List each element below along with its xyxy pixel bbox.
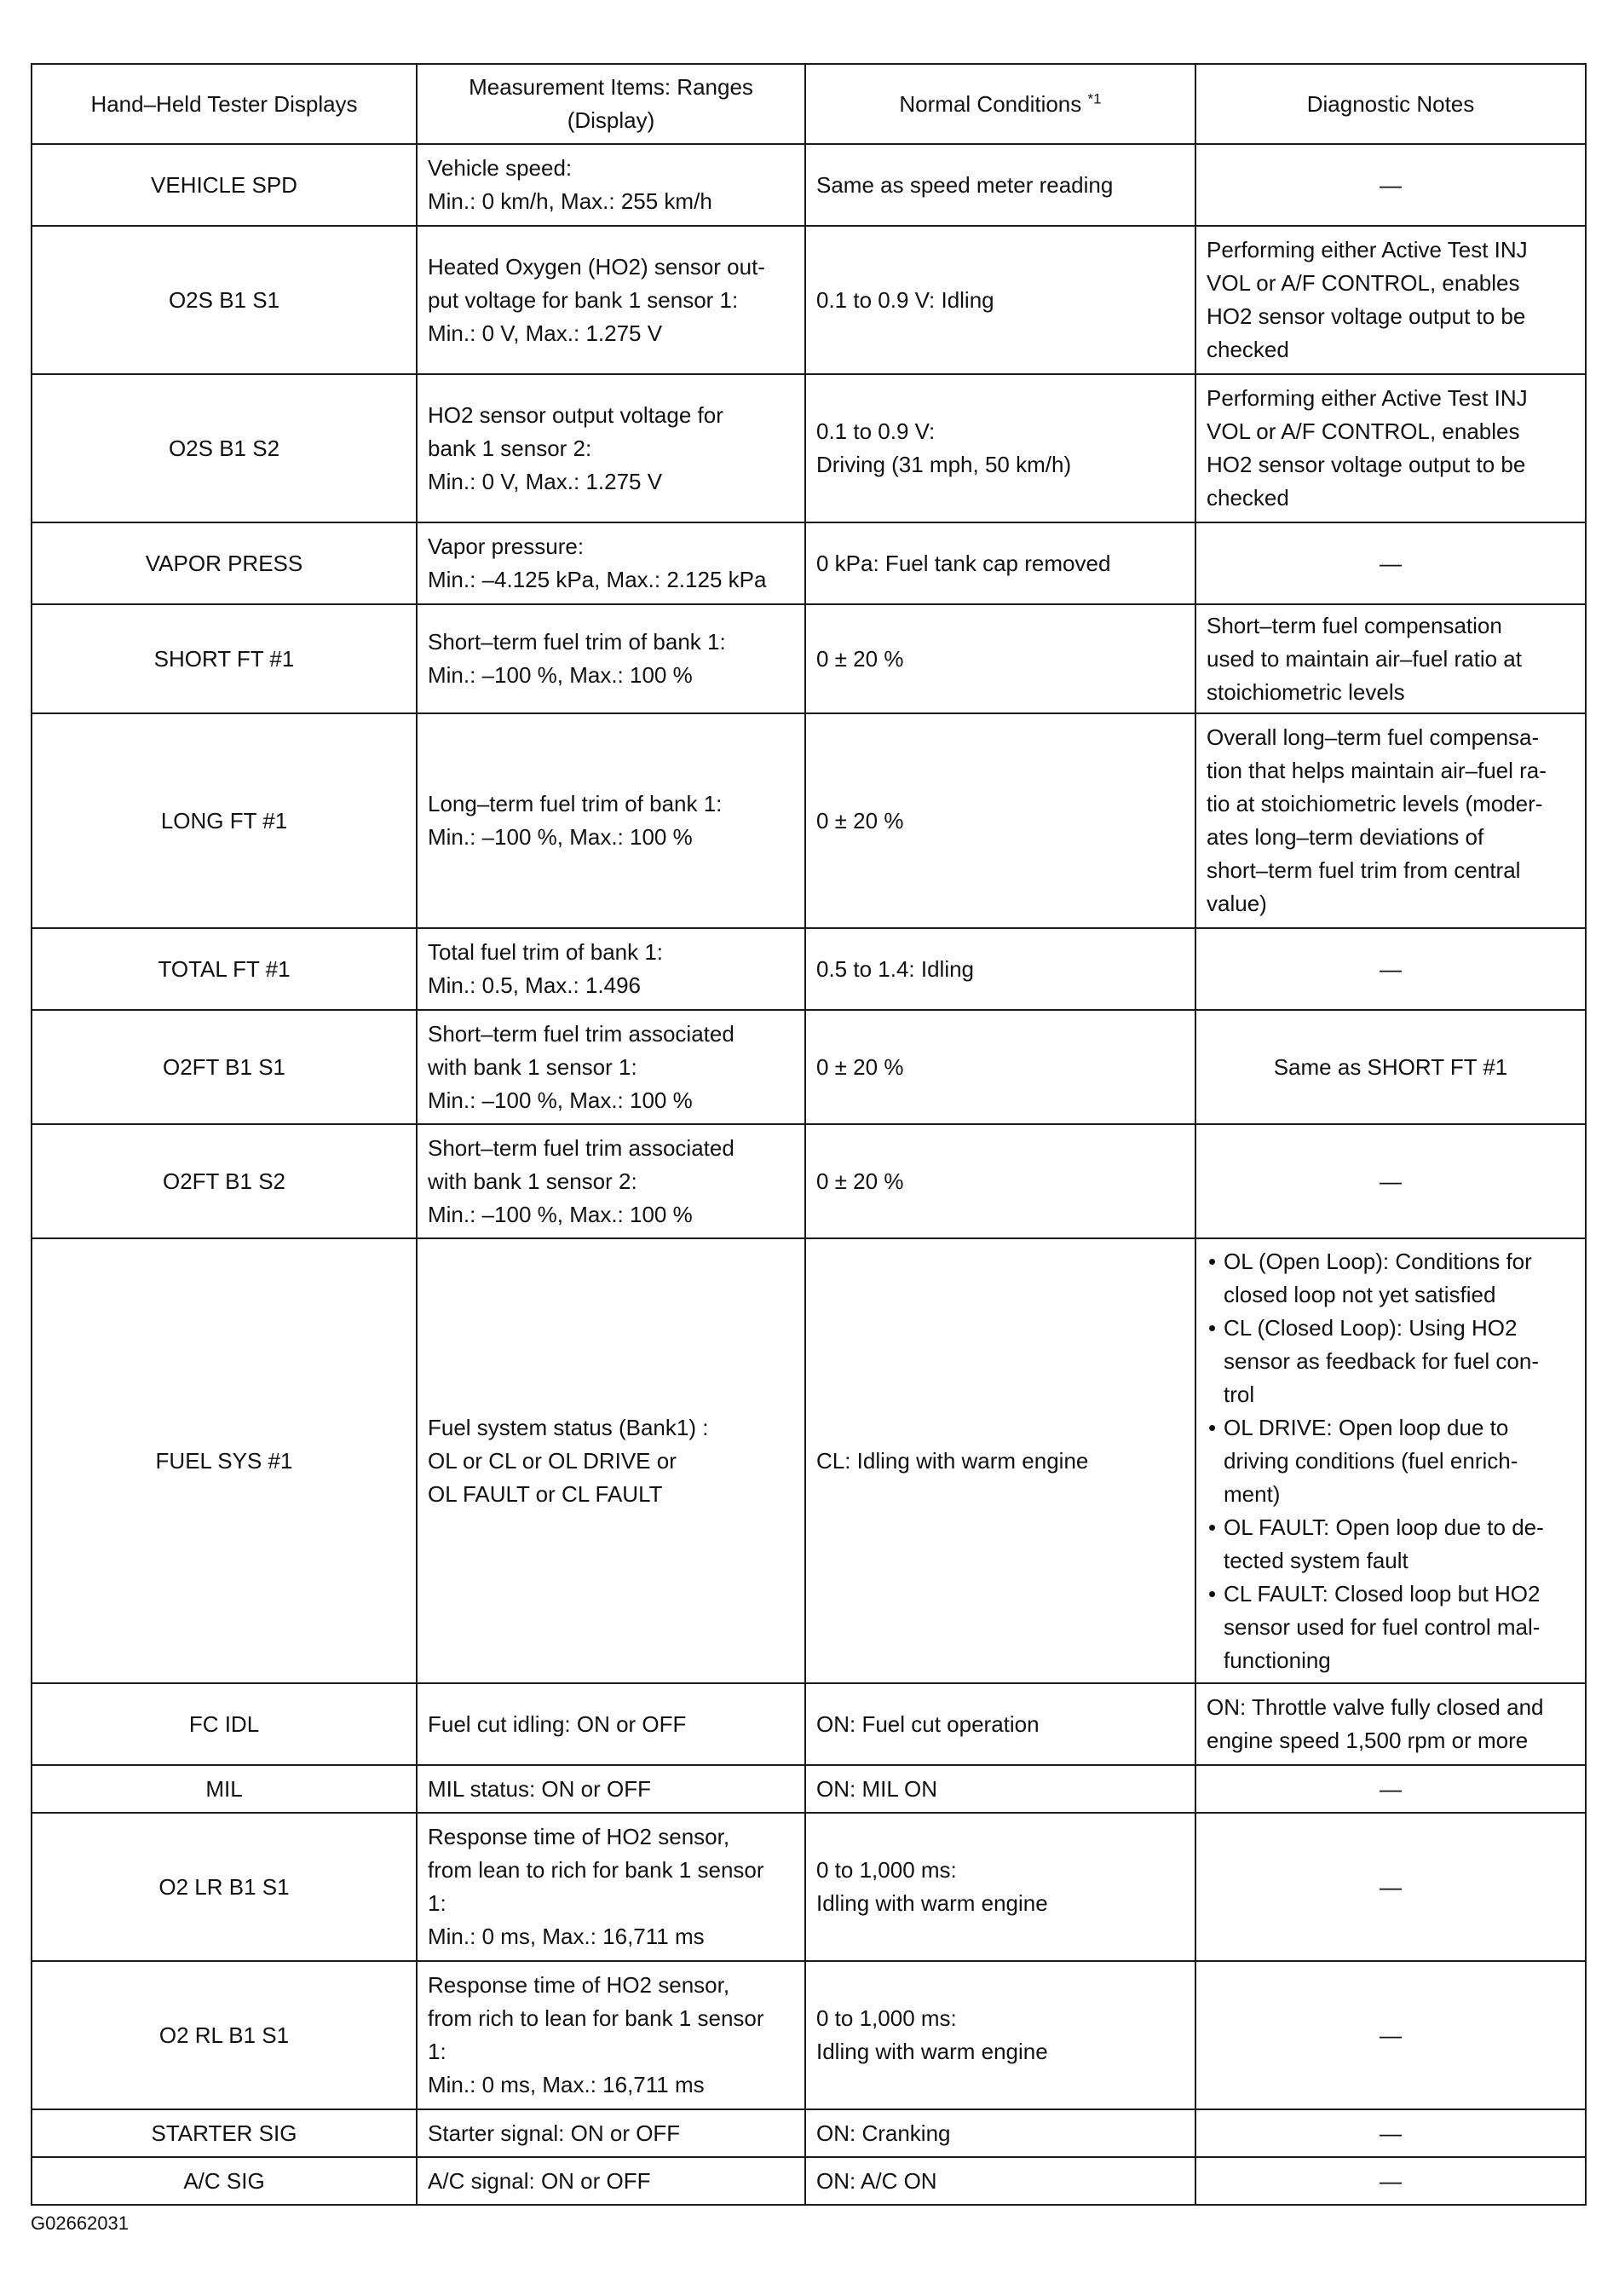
cell-measurement-range: Response time of HO2 sensor, from lean to rich for bank 1 sensor 1: Min.: 0 ms, Max.: 16,711 ms	[417, 1813, 805, 1961]
notes-bullet-item: • OL DRIVE: Open loop due to driving conditions (fuel enrich- ment)	[1207, 1411, 1575, 1511]
cell-normal-condition: ON: Fuel cut operation	[805, 1683, 1195, 1765]
cell-normal-condition: 0 ± 20 %	[805, 1010, 1195, 1124]
cell-normal-condition: 0 to 1,000 ms: Idling with warm engine	[805, 1813, 1195, 1961]
cell-diagnostic-notes: Performing either Active Test INJ VOL or A/F CONTROL, enables HO2 sensor voltage output to be checked	[1195, 226, 1586, 374]
cell-tester-display: VEHICLE SPD	[32, 144, 417, 226]
cell-tester-display: O2S B1 S2	[32, 374, 417, 522]
cell-diagnostic-notes	[1195, 1238, 1586, 1683]
table-row	[32, 374, 1586, 522]
table-body	[32, 144, 1586, 2205]
figure-id: G02662031	[31, 2212, 129, 2234]
header-tester-displays: Hand–Held Tester Displays	[32, 64, 417, 144]
cell-diagnostic-notes: ON: Throttle valve fully closed and engine speed 1,500 rpm or more	[1195, 1683, 1586, 1765]
cell-normal-condition: ON: A/C ON	[805, 2157, 1195, 2205]
footnote-marker: *1	[1087, 89, 1102, 107]
cell-normal-condition: 0 kPa: Fuel tank cap removed	[805, 522, 1195, 604]
table-row	[32, 226, 1586, 374]
table-row	[32, 1683, 1586, 1765]
cell-diagnostic-notes: —	[1195, 2109, 1586, 2157]
cell-measurement-range: Long–term fuel trim of bank 1: Min.: –100 %, Max.: 100 %	[417, 713, 805, 928]
table-row	[32, 1813, 1586, 1961]
cell-tester-display: O2FT B1 S2	[32, 1124, 417, 1238]
header-normal-conditions-label: Normal Conditions	[899, 90, 1082, 117]
notes-bullet-item: • OL (Open Loop): Conditions for closed loop not yet satisfied	[1207, 1245, 1575, 1312]
cell-normal-condition: 0 ± 20 %	[805, 713, 1195, 928]
cell-measurement-range: A/C signal: ON or OFF	[417, 2157, 805, 2205]
cell-tester-display: FUEL SYS #1	[32, 1238, 417, 1683]
cell-diagnostic-notes: Performing either Active Test INJ VOL or A/F CONTROL, enables HO2 sensor voltage output to be checked	[1195, 374, 1586, 522]
cell-normal-condition: 0 ± 20 %	[805, 1124, 1195, 1238]
cell-diagnostic-notes: —	[1195, 1961, 1586, 2109]
cell-tester-display: VAPOR PRESS	[32, 522, 417, 604]
cell-measurement-range: HO2 sensor output voltage for bank 1 sensor 2: Min.: 0 V, Max.: 1.275 V	[417, 374, 805, 522]
cell-diagnostic-notes: —	[1195, 522, 1586, 604]
cell-diagnostic-notes: —	[1195, 928, 1586, 1010]
cell-tester-display: A/C SIG	[32, 2157, 417, 2205]
cell-measurement-range: Short–term fuel trim associated with bank 1 sensor 2: Min.: –100 %, Max.: 100 %	[417, 1124, 805, 1238]
table-row	[32, 1765, 1586, 1813]
cell-measurement-range: Fuel cut idling: ON or OFF	[417, 1683, 805, 1765]
cell-tester-display: FC IDL	[32, 1683, 417, 1765]
table-row	[32, 928, 1586, 1010]
cell-tester-display: O2 LR B1 S1	[32, 1813, 417, 1961]
cell-diagnostic-notes: —	[1195, 1124, 1586, 1238]
cell-measurement-range: Total fuel trim of bank 1: Min.: 0.5, Max.: 1.496	[417, 928, 805, 1010]
cell-measurement-range: Response time of HO2 sensor, from rich to lean for bank 1 sensor 1: Min.: 0 ms, Max.: 16,711 ms	[417, 1961, 805, 2109]
table-row	[32, 144, 1586, 226]
notes-bullet-list	[1207, 1245, 1575, 1677]
cell-normal-condition: 0.5 to 1.4: Idling	[805, 928, 1195, 1010]
table-row	[32, 2109, 1586, 2157]
cell-measurement-range: Fuel system status (Bank1) : OL or CL or OL DRIVE or OL FAULT or CL FAULT	[417, 1238, 805, 1683]
cell-measurement-range: Vehicle speed: Min.: 0 km/h, Max.: 255 km/h	[417, 144, 805, 226]
table-row	[32, 604, 1586, 713]
table-row	[32, 2157, 1586, 2205]
table-row	[32, 1238, 1586, 1683]
cell-normal-condition: Same as speed meter reading	[805, 144, 1195, 226]
cell-diagnostic-notes: Short–term fuel compensation used to maintain air–fuel ratio at stoichiometric levels	[1195, 604, 1586, 713]
cell-tester-display: O2 RL B1 S1	[32, 1961, 417, 2109]
cell-tester-display: STARTER SIG	[32, 2109, 417, 2157]
cell-measurement-range: Heated Oxygen (HO2) sensor out- put voltage for bank 1 sensor 1: Min.: 0 V, Max.: 1.275 V	[417, 226, 805, 374]
cell-tester-display: MIL	[32, 1765, 417, 1813]
table-header-row	[32, 64, 1586, 144]
cell-tester-display: O2FT B1 S1	[32, 1010, 417, 1124]
cell-diagnostic-notes: —	[1195, 1765, 1586, 1813]
cell-diagnostic-notes: Overall long–term fuel compensa- tion that helps maintain air–fuel ra- tio at stoichiometric levels (moder- ates long–term deviations of short–term fuel trim from central value)	[1195, 713, 1586, 928]
cell-tester-display: LONG FT #1	[32, 713, 417, 928]
cell-measurement-range: Vapor pressure: Min.: –4.125 kPa, Max.: 2.125 kPa	[417, 522, 805, 604]
cell-normal-condition: 0 to 1,000 ms: Idling with warm engine	[805, 1961, 1195, 2109]
cell-diagnostic-notes: —	[1195, 2157, 1586, 2205]
header-diagnostic-notes: Diagnostic Notes	[1195, 64, 1586, 144]
table-row	[32, 1124, 1586, 1238]
table-row	[32, 1961, 1586, 2109]
table-row	[32, 1010, 1586, 1124]
cell-tester-display: TOTAL FT #1	[32, 928, 417, 1010]
diagnostic-table	[31, 63, 1587, 2206]
cell-diagnostic-notes: —	[1195, 144, 1586, 226]
cell-normal-condition: 0.1 to 0.9 V: Idling	[805, 226, 1195, 374]
notes-bullet-item: • OL FAULT: Open loop due to de- tected system fault	[1207, 1511, 1575, 1578]
cell-measurement-range: MIL status: ON or OFF	[417, 1765, 805, 1813]
table-row	[32, 522, 1586, 604]
cell-measurement-range: Short–term fuel trim of bank 1: Min.: –100 %, Max.: 100 %	[417, 604, 805, 713]
cell-normal-condition: CL: Idling with warm engine	[805, 1238, 1195, 1683]
cell-normal-condition: ON: Cranking	[805, 2109, 1195, 2157]
cell-normal-condition: 0.1 to 0.9 V: Driving (31 mph, 50 km/h)	[805, 374, 1195, 522]
table-row	[32, 713, 1586, 928]
cell-normal-condition: 0 ± 20 %	[805, 604, 1195, 713]
header-normal-conditions	[805, 64, 1195, 144]
cell-diagnostic-notes: Same as SHORT FT #1	[1195, 1010, 1586, 1124]
cell-tester-display: O2S B1 S1	[32, 226, 417, 374]
cell-measurement-range: Short–term fuel trim associated with bank 1 sensor 1: Min.: –100 %, Max.: 100 %	[417, 1010, 805, 1124]
cell-diagnostic-notes: —	[1195, 1813, 1586, 1961]
notes-bullet-item: • CL FAULT: Closed loop but HO2 sensor used for fuel control mal- functioning	[1207, 1578, 1575, 1677]
cell-measurement-range: Starter signal: ON or OFF	[417, 2109, 805, 2157]
header-measurement-items: Measurement Items: Ranges (Display)	[417, 64, 805, 144]
cell-normal-condition: ON: MIL ON	[805, 1765, 1195, 1813]
cell-tester-display: SHORT FT #1	[32, 604, 417, 713]
notes-bullet-item: • CL (Closed Loop): Using HO2 sensor as feedback for fuel con- trol	[1207, 1312, 1575, 1411]
